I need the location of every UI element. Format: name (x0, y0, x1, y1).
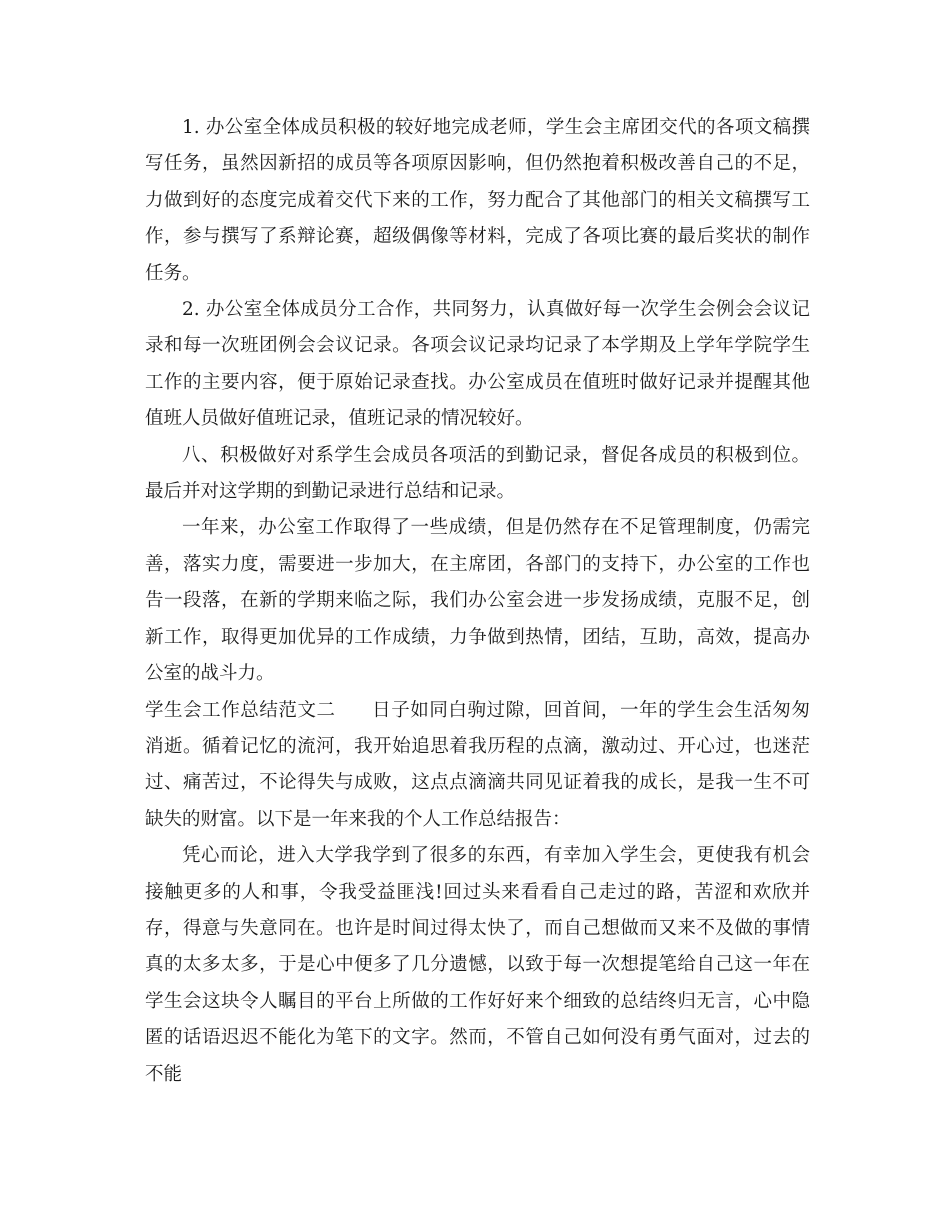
section-block (145, 693, 810, 839)
closing-paragraph: 凭心而论，进入大学我学到了很多的东西，有幸加入学生会，更使我有机会接触更多的人和事，令我受益匪浅!回过头来看看自己走过的路，苦涩和欢欣并存，得意与失意同在。也许是时间过得太快了，而自己想做而又来不及做的事情真的太多太多，于是心中便多了几分遗憾，以致于每一次想提笔给自己这一年在学生会这块令人瞩目的平台上所做的工作好好来个细致的总结终归无言，心中隐匿的话语迟迟不能化为笔下的文字。然而，不管自己如何没有勇气面对，过去的不能 (145, 845, 810, 1085)
section-intro: 日子如同白驹过隙，回首间，一年的学生会生活匆匆消逝。循着记忆的流河，我开始追思着我历程的点滴，激动过、开心过，也迷茫过、痛苦过，不论得失与成败，这点点滴滴共同见证着我的成长，是我一生不可缺失的财富。以下是一年来我的个人工作总结报告： (145, 699, 810, 830)
document-page (145, 110, 810, 1093)
paragraph-2: 2. 办公室全体成员分工合作，共同努力，认真做好每一次学生会例会会议记录和每一次班团例会会议记录。各项会议记录均记录了本学期及上学年学院学生工作的主要内容，便于原始记录查找。办公室成员在值班时做好记录并提醒其他值班人员做好值班记录，值班记录的情况较好。 (145, 299, 810, 430)
paragraph-1: 1. 办公室全体成员积极的较好地完成老师，学生会主席团交代的各项文稿撰写任务，虽然因新招的成员等各项原因影响，但仍然抱着积极改善自己的不足，力做到好的态度完成着交代下来的工作，努力配合了其他部门的相关文稿撰写工作，参与撰写了系辩论赛，超级偶像等材料，完成了各项比赛的最后奖状的制作任务。 (145, 117, 810, 284)
paragraph-3: 八、积极做好对系学生会成员各项活的到勤记录，督促各成员的积极到位。最后并对这学期的到勤记录进行总结和记录。 (145, 444, 810, 503)
paragraph-4: 一年来，办公室工作取得了一些成绩，但是仍然存在不足管理制度，仍需完善，落实力度，需要进一步加大，在主席团，各部门的支持下，办公室的工作也告一段落，在新的学期来临之际，我们办公室会进一步发扬成绩，克服不足，创新工作，取得更加优异的工作成绩，力争做到热情，团结，互助，高效，提高办公室的战斗力。 (145, 517, 810, 685)
section-title: 学生会工作总结范文二 (145, 699, 336, 721)
